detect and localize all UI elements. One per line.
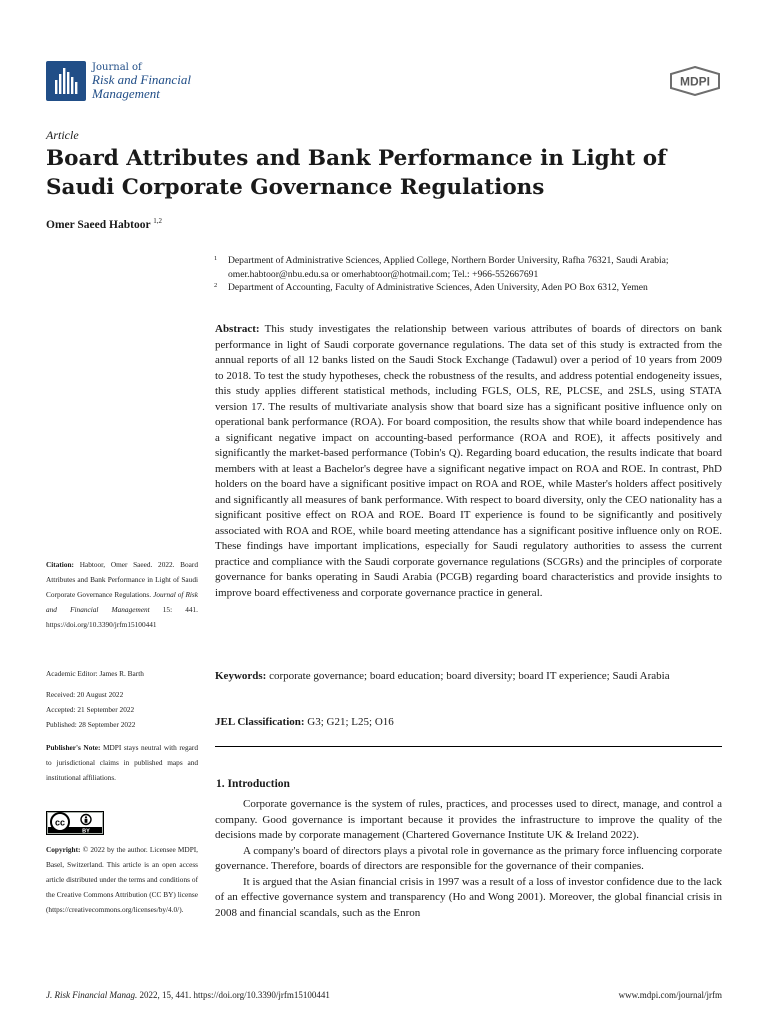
- citation-label: Citation:: [46, 560, 74, 569]
- publisher-note-text: MDPI stays neutral with regard to jurisdictional claims in published maps and institutional affiliations.: [46, 743, 198, 782]
- citation-journal: Journal of Risk and Financial Management: [46, 590, 199, 614]
- date-accepted: Accepted: 21 September 2022: [46, 705, 135, 714]
- publisher-note-label: Publisher's Note:: [46, 743, 101, 752]
- copyright-text: © 2022 by the author. Licensee MDPI, Basel, Switzerland. This article is an open access article distributed under the terms and conditions of the Creative Commons Attribution (CC BY) license (https://creativecommons.org/licenses/by/4.0/).: [46, 845, 199, 914]
- affiliation-number: 2: [214, 282, 218, 289]
- abstract-label: Abstract:: [215, 323, 260, 335]
- journal-name-prefix: Journal of: [92, 62, 142, 73]
- mdpi-logo-icon: [668, 66, 722, 96]
- affiliation-item: [214, 281, 724, 295]
- footer-url-link[interactable]: www.mdpi.com/journal/jrfm: [618, 990, 722, 1000]
- keywords-text: corporate governance; board education; board diversity; board IT experience; Saudi Arabia: [269, 670, 670, 682]
- abstract-text: This study investigates the relationship between various attributes of boards of directors on bank performance in light of Saudi corporate governance regulations. The data set of this study is extracted from the annual reports of all 12 banks listed on the Saudi Stock Exchange (Tadawul) over a period of 10 years from 2009 to 2018. To test the study hypotheses, check the robustness of the results, and address potential endogeneity issues, this study applies different statistical methods, including FGLS, OLS, RE, PLCSE, and 2SLS, using STATA version 17. The results of multivariate analysis show that board size has a significant positive influence only on operational bank performance (ROA). For board composition, the results show that while board independence has a significant negative impact on accounting-based performance (ROA and ROE), it affects positively and significantly the market-based performance (Tobin's Q). Regarding board education, the results indicate that board members with at least a Bachelor's degree have a significant negative impact on ROA and ROE. In contrast, PhD holders on the board have a significant positive impact on ROA and ROE, while Master's holders affect positively and significantly all measures of bank performance. With respect to board diversity, only the CEO nationality has a significant positive effect on ROA and ROE. Board IT experience is found to be significantly and positively associated with ROA and ROE, while board meeting attendance has a significant positive influence only on ROE. These findings have important implications, especially for Saudi regulatory authorities to assess the current practice and compliance with the Saudi corporate governance regulations (SCGRs) and the principles of corporate governance for banks operating in Saudi Arabia (PCGB) regarding board characteristics and provide insights to improve board effectiveness and corporate governance practice in general.: [215, 323, 722, 599]
- date-published: Published: 28 September 2022: [46, 720, 136, 729]
- paragraph: It is argued that the Asian financial crisis in 1997 was a result of a loss of investor confidence due to the lack of an effective governance system and transparency (Ho and Wong 2001). Moreover, the global financial crisis in 2008 and financial scandals, such as the Enron: [215, 875, 722, 919]
- jel-text: G3; G21; L25; O16: [307, 716, 394, 728]
- bar-chart-icon: [54, 68, 78, 94]
- article-type: Article: [46, 128, 79, 142]
- author-name: [46, 217, 162, 231]
- affiliation-text: Department of Administrative Sciences, Applied College, Northern Border University, Rafha 76321, Saudi Arabia; omer.habtoor@nbu.edu.sa or omerhabtoor@hotmail.com; Tel.: +966-552667691: [228, 255, 669, 280]
- footer-journal-abbrev: J. Risk Financial Manag.: [46, 990, 138, 1000]
- section-divider: [215, 746, 722, 747]
- jel-label: JEL Classification:: [215, 716, 305, 728]
- paragraph: A company's board of directors plays a pivotal role in governance as the primary force influencing corporate governance. Therefore, boards of directors are responsible for the governance of their companies.: [215, 844, 722, 872]
- author-affiliation-sup: 1,2: [153, 217, 162, 225]
- affiliation-number: 1: [214, 255, 218, 262]
- journal-name: [92, 73, 272, 100]
- keywords-label: Keywords:: [215, 670, 267, 682]
- cc-by-license-icon[interactable]: [46, 811, 104, 835]
- publisher-note: [46, 740, 198, 785]
- copyright-label: Copyright:: [46, 845, 81, 854]
- section-heading: 1. Introduction: [216, 778, 290, 790]
- jel-classification: [215, 715, 722, 731]
- date-received: Received: 20 August 2022: [46, 690, 124, 699]
- abstract: [215, 322, 722, 601]
- keywords: [215, 669, 722, 685]
- copyright-block: [46, 842, 198, 917]
- affiliation-text: Department of Accounting, Faculty of Administrative Sciences, Aden University, Aden PO Box 6312, Yemen: [228, 282, 648, 293]
- affiliations: [214, 254, 724, 295]
- cc-symbol: cc: [54, 817, 66, 828]
- author-text: Omer Saeed Habtoor: [46, 218, 151, 231]
- paragraph: Corporate governance is the system of rules, practices, and processes used to direct, manage, and control a company. Good governance is important because it provides the infrastructure to improve the quality of the decisions made by corporate management (Chartered Governance Institute UK & Ireland 2022).: [215, 798, 722, 841]
- citation-doi-link[interactable]: https://doi.org/10.3390/jrfm15100441: [46, 620, 157, 629]
- footer-citation: [46, 990, 330, 1000]
- journal-logo-icon: [46, 61, 86, 101]
- page-title: Board Attributes and Bank Performance in Light of Saudi Corporate Governance Regulations: [46, 146, 667, 200]
- cc-by-symbol: BY: [82, 828, 90, 835]
- publisher-name: MDPI: [680, 74, 710, 89]
- introduction-body: [215, 797, 722, 921]
- citation-block: [46, 557, 198, 632]
- journal-name-line1: Risk and Financial: [92, 72, 191, 87]
- affiliation-item: [214, 254, 724, 281]
- academic-editor: Academic Editor: James R. Barth: [46, 669, 144, 678]
- citation-volume: 15: 441.: [162, 605, 198, 614]
- citation-text: Habtoor, Omer Saeed. 2022. Board Attributes and Bank Performance in Light of Saudi Corporate Governance Regulations.: [46, 560, 199, 599]
- footer-citation-text[interactable]: 2022, 15, 441. https://doi.org/10.3390/jrfm15100441: [139, 990, 330, 1000]
- journal-name-line2: Management: [92, 85, 160, 101]
